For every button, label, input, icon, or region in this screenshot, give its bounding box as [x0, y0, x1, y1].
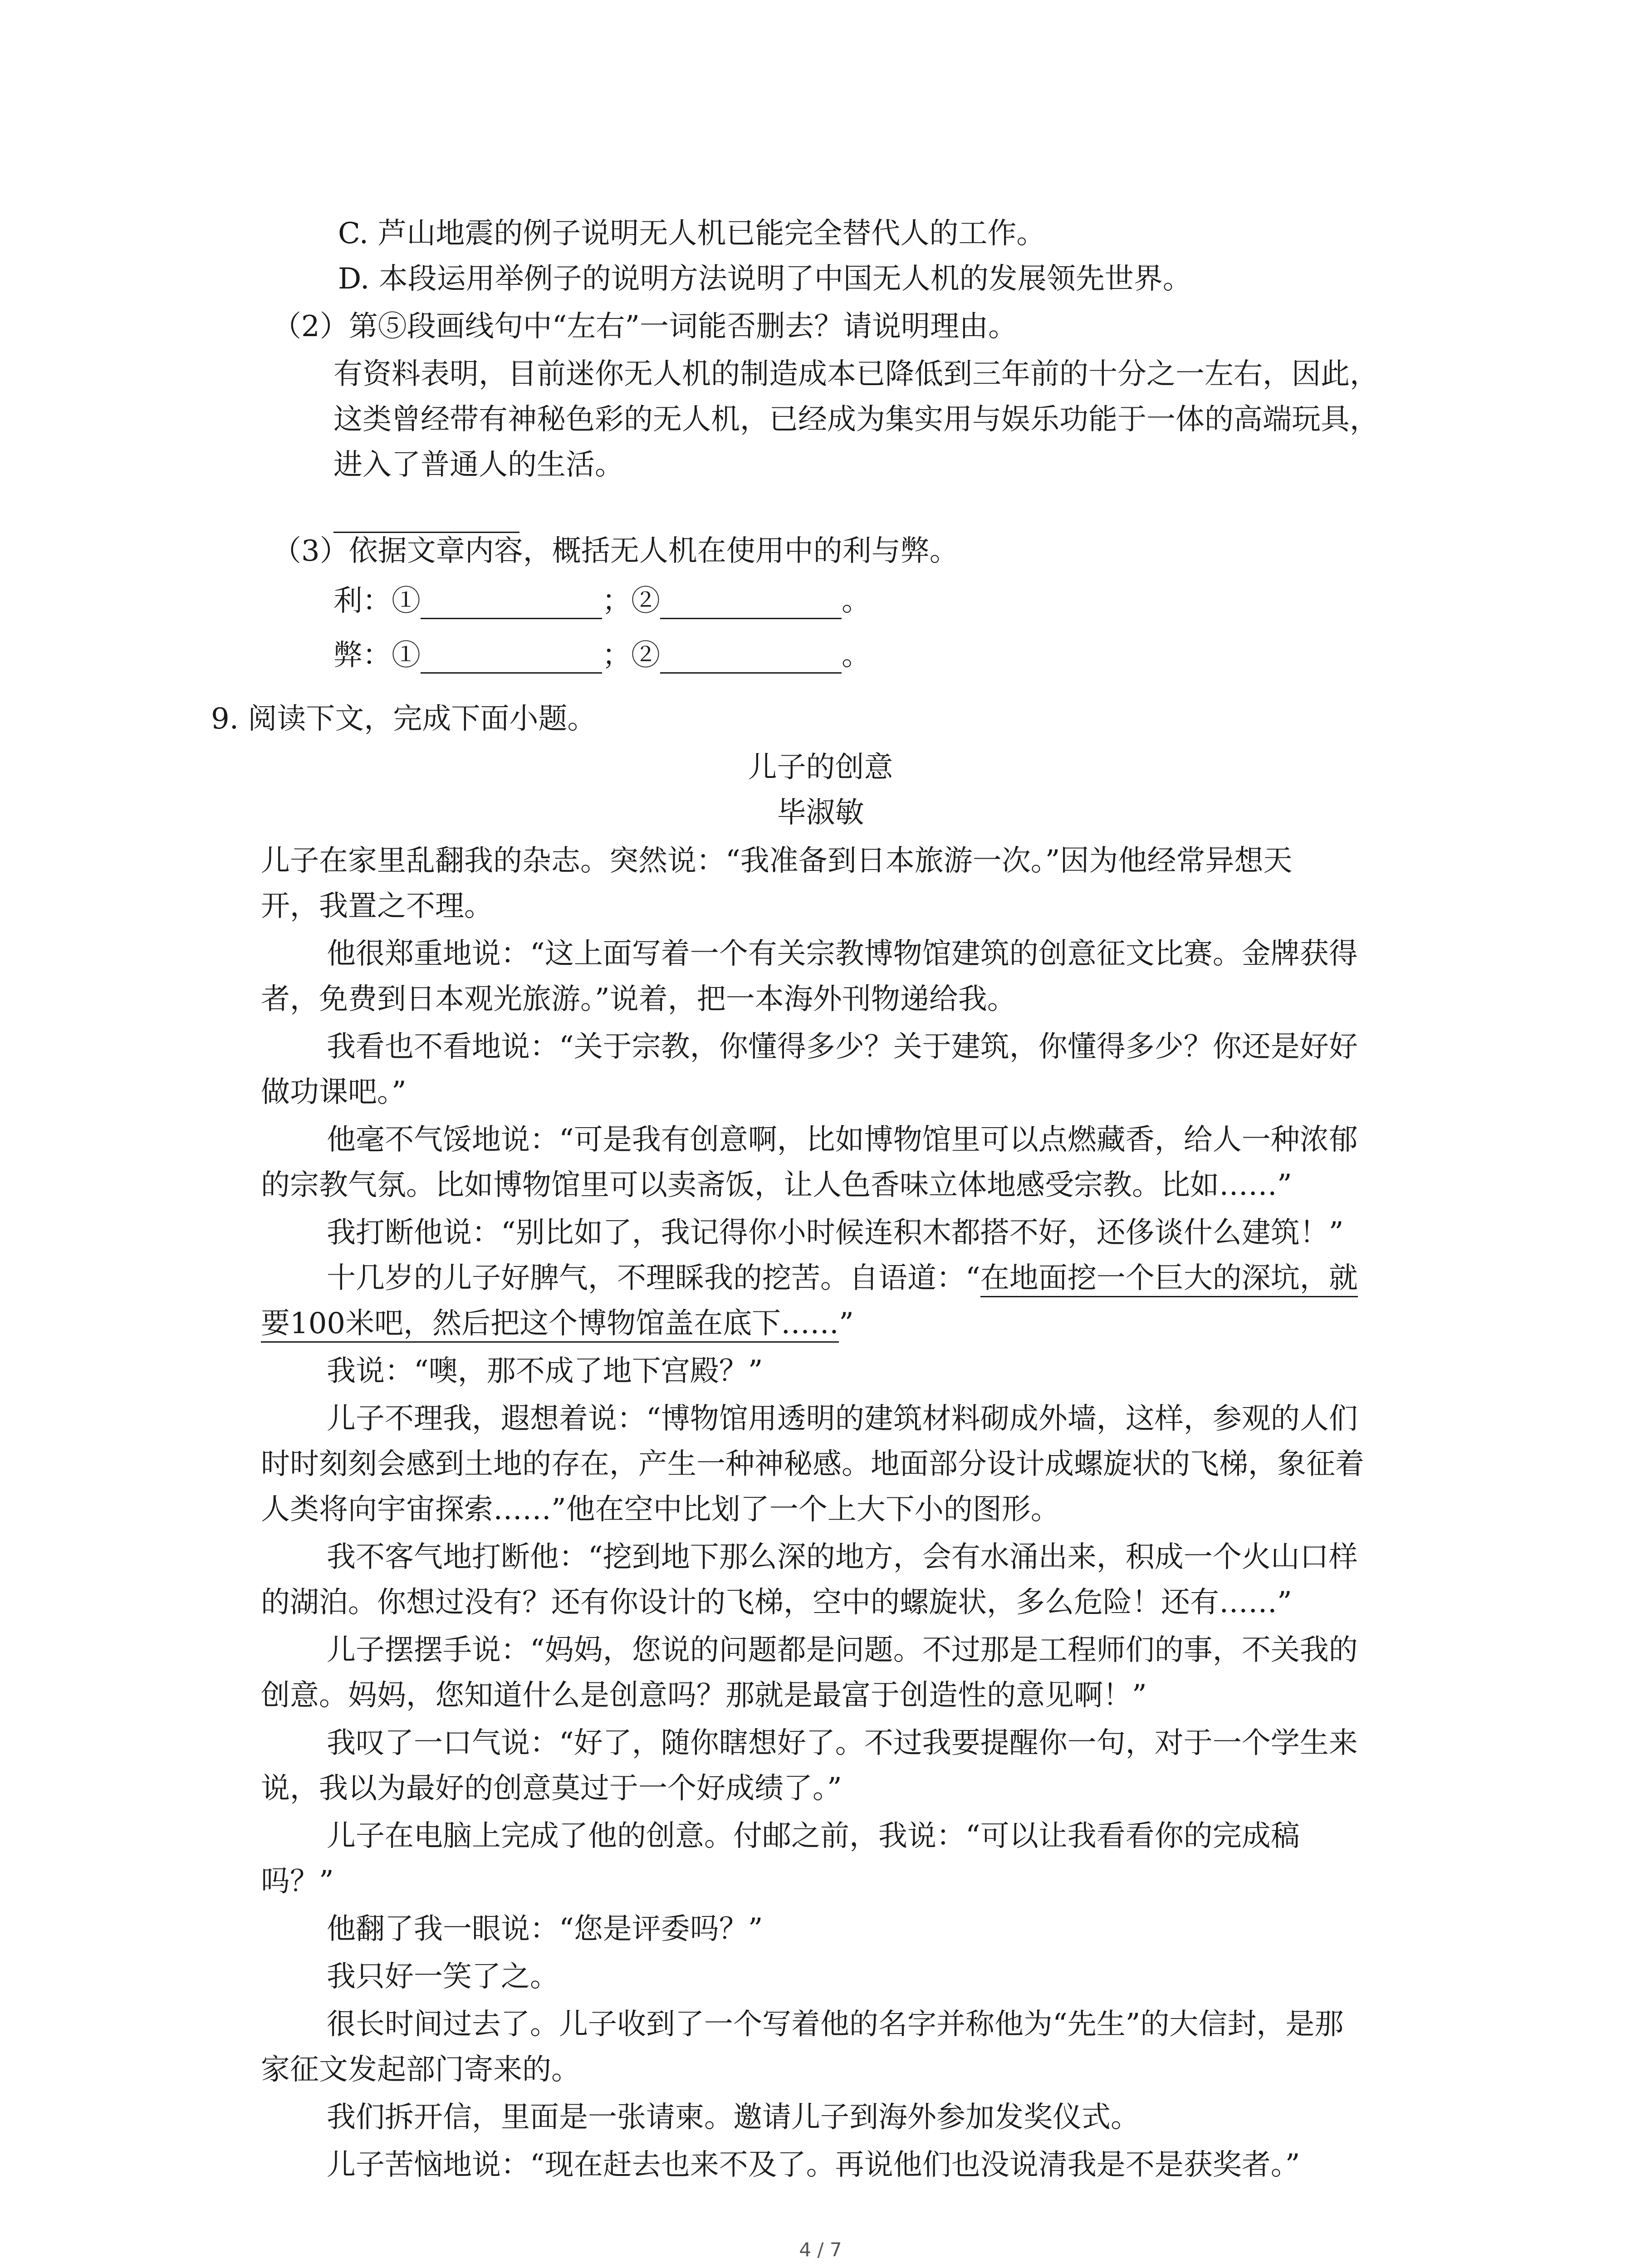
paragraph-line: 我不客气地打断他：“挖到地下那么深的地方，会有水涌出来，积成一个火山口样: [327, 1540, 1358, 1574]
paragraph-line: 的宗教气氛。比如博物馆里可以卖斋饭，让人色香味立体地感受宗教。比如……”: [261, 1168, 1292, 1202]
paragraph-line: 儿子摆摆手说：“妈妈，您说的问题都是问题。不过那是工程师们的事，不关我的: [327, 1633, 1358, 1667]
disadvantages-sep: ；②: [602, 639, 660, 672]
paragraph-line: 儿子苦恼地说：“现在赶去也来不及了。再说他们也没说清我是不是获奖者。”: [327, 2148, 1300, 2182]
paragraph-line: 很长时间过去了。儿子收到了一个写着他的名字并称他为“先生”的大信封，是那: [327, 2008, 1344, 2041]
advantages-end: 。: [842, 584, 871, 618]
paragraph-line: 我看也不看地说：“关于宗教，你懂得多少？关于建筑，你懂得多少？你还是好好: [327, 1030, 1358, 1064]
paragraph-text: 十几岁的儿子好脾气，不理睬我的挖苦。自语道：“: [327, 1261, 980, 1295]
article-title: 儿子的创意: [748, 751, 893, 784]
disadvantage-blank-2[interactable]: [660, 645, 842, 674]
paragraph-line: 时时刻刻会感到土地的存在，产生一种神秘感。地面部分设计成螺旋状的飞梯，象征着: [261, 1447, 1364, 1481]
subquestion-3: （3）依据文章内容，概括无人机在使用中的利与弊。: [272, 534, 959, 568]
quote-line-3: 进入了普通人的生活。: [333, 448, 624, 482]
question-9-intro: 9. 阅读下文，完成下面小题。: [211, 702, 597, 736]
paragraph-line: 者，免费到日本观光旅游。”说着，把一本海外刊物递给我。: [261, 982, 1016, 1016]
article-author: 毕淑敏: [777, 796, 864, 830]
page-number: 4 / 7: [799, 2239, 842, 2261]
paragraph-line: 我说：“噢，那不成了地下宫殿？”: [327, 1354, 763, 1388]
paragraph-line: 创意。妈妈，您知道什么是创意吗？那就是最富于创造性的意见啊！”: [261, 1679, 1147, 1712]
disadvantage-blank-1[interactable]: [421, 645, 602, 674]
disadvantages-end: 。: [842, 639, 871, 672]
quote-line-2: 这类曾经带有神秘色彩的无人机，已经成为集实用与娱乐功能于一体的高端玩具，: [333, 403, 1379, 436]
paragraph-line: 的湖泊。你想过没有？还有你设计的飞梯，空中的螺旋状，多么危险！还有……”: [261, 1586, 1292, 1619]
paragraph-line: 儿子不理我，遐想着说：“博物馆用透明的建筑材料砌成外墙，这样，参观的人们: [327, 1402, 1358, 1436]
advantage-blank-1[interactable]: [421, 591, 602, 619]
advantages-sep: ；②: [602, 584, 660, 618]
underlined-sentence-part-1: 在地面挖一个巨大的深坑，就: [980, 1261, 1358, 1297]
paragraph-line: 儿子在家里乱翻我的杂志。突然说：“我准备到日本旅游一次。”因为他经常异想天: [261, 844, 1293, 878]
paragraph-line: 他翻了我一眼说：“您是评委吗？”: [327, 1912, 763, 1946]
paragraph-line: 儿子在电脑上完成了他的创意。付邮之前，我说：“可以让我看看你的完成稿: [327, 1819, 1300, 1853]
option-d: D. 本段运用举例子的说明方法说明了中国无人机的发展领先世界。: [338, 262, 1192, 296]
subquestion-2: （2）第⑤段画线句中“左右”一词能否删去？请说明理由。: [272, 310, 1018, 343]
quote-line-1: 有资料表明，目前迷你无人机的制造成本已降低到三年前的十分之一左右，因此，: [333, 357, 1379, 391]
paragraph-text: ”: [839, 1307, 854, 1340]
paragraph-line: 做功课吧。”: [261, 1075, 407, 1109]
paragraph-line: 说，我以为最好的创意莫过于一个好成绩了。”: [261, 1772, 842, 1805]
disadvantages-row: [333, 637, 871, 674]
underlined-sentence-part-2: 要100米吧，然后把这个博物馆盖在底下……: [261, 1307, 839, 1343]
paragraph-line: 他很郑重地说：“这上面写着一个有关宗教博物馆建筑的创意征文比赛。金牌获得: [327, 937, 1358, 971]
paragraph-line: 家征文发起部门寄来的。: [261, 2053, 580, 2087]
disadvantages-label: 弊：①: [333, 639, 421, 672]
advantage-blank-2[interactable]: [660, 591, 842, 619]
paragraph-line: 我只好一笑了之。: [327, 1960, 559, 1994]
paragraph-line: 我打断他说：“别比如了，我记得你小时候连积木都搭不好，还侈谈什么建筑！”: [327, 1216, 1344, 1250]
paragraph-line: 开，我置之不理。: [261, 890, 493, 923]
paragraph-line: 我们拆开信，里面是一张请柬。邀请儿子到海外参加发奖仪式。: [327, 2101, 1140, 2134]
paragraph-line: 吗？”: [261, 1865, 334, 1898]
paragraph-line: 我叹了一口气说：“好了，随你瞎想好了。不过我要提醒你一句，对于一个学生来: [327, 1726, 1358, 1760]
paragraph-line-underlined-end: [261, 1305, 854, 1342]
option-c: C. 芦山地震的例子说明无人机已能完全替代人的工作。: [338, 217, 1046, 250]
paragraph-line: 他毫不气馁地说：“可是我有创意啊，比如博物馆里可以点燃藏香，给人一种浓郁: [327, 1123, 1358, 1157]
paragraph-line-underlined-start: [327, 1260, 1358, 1296]
advantages-row: [333, 583, 871, 619]
paragraph-line: 人类将向宇宙探索……”他在空中比划了一个上大下小的图形。: [261, 1493, 1060, 1526]
advantages-label: 利：①: [333, 584, 421, 618]
